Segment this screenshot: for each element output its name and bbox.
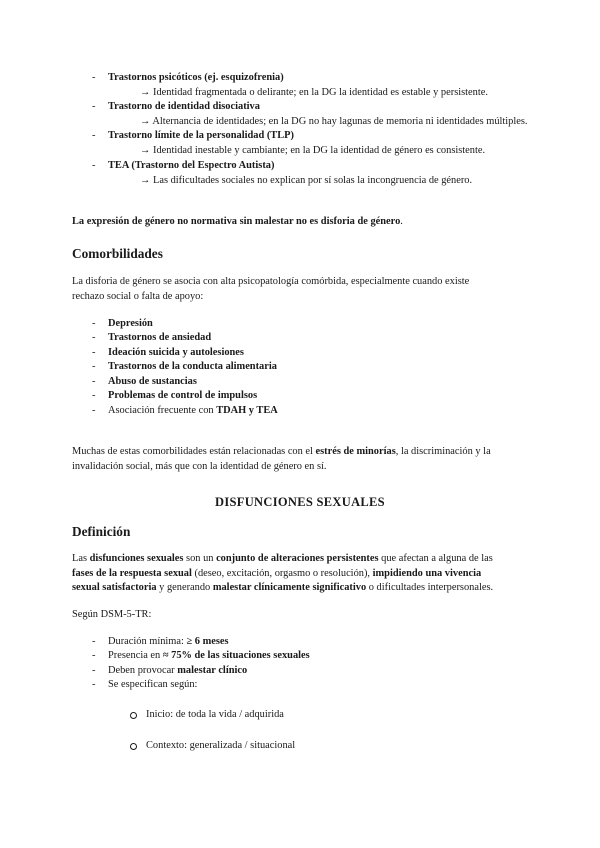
dsm-subitem: Inicio: de toda la vida / adquirida — [146, 709, 284, 720]
circle-bullet-icon — [130, 743, 137, 750]
comorbidity-item: Depresión — [108, 318, 153, 329]
list-dash: - — [92, 347, 96, 358]
definition-heading: Definición — [72, 524, 131, 539]
definition-text: fases de la respuesta sexual (deseo, excitación, orgasmo o resolución), impidiendo una vivencia — [72, 568, 482, 579]
comorbidities-paragraph: Muchas de estas comorbilidades están relacionadas con el estrés de minorías, la discriminación y la — [72, 446, 491, 457]
diff-item-note: → Identidad fragmentada o delirante; en la DG la identidad es estable y persistente. — [140, 87, 488, 98]
section-title: DISFUNCIONES SEXUALES — [215, 495, 385, 509]
diff-item-title: TEA (Trastorno del Espectro Autista) — [108, 160, 275, 171]
dsm-label: Según DSM-5-TR: — [72, 609, 152, 620]
diff-item-title: Trastorno límite de la personalidad (TLP) — [108, 130, 294, 141]
list-dash: - — [92, 72, 96, 83]
comorbidity-item: Abuso de sustancias — [108, 376, 197, 387]
list-dash: - — [92, 376, 96, 387]
definition-text: sexual satisfactoria y generando malestar clínicamente significativo o dificultades interpersonales. — [72, 582, 494, 593]
dsm-item: Deben provocar malestar clínico — [108, 665, 248, 676]
comorbidities-paragraph: invalidación social, más que con la identidad de género en sí. — [72, 461, 327, 472]
comorbidity-item: Trastornos de la conducta alimentaria — [108, 361, 277, 372]
dsm-item: Se especifican según: — [108, 679, 198, 690]
list-dash: - — [92, 318, 96, 329]
list-dash: - — [92, 332, 96, 343]
comorbidities-intro: rechazo social o falta de apoyo: — [72, 291, 204, 302]
diff-item-title: Trastorno de identidad disociativa — [108, 101, 260, 112]
comorbidity-item: Trastornos de ansiedad — [108, 332, 212, 343]
comorbidities-heading: Comorbilidades — [72, 246, 163, 261]
list-dash: - — [92, 665, 96, 676]
comorbidities-intro: La disforia de género se asocia con alta psicopatología comórbida, especialmente cuando existe — [72, 276, 470, 287]
comorbidity-item: Ideación suicida y autolesiones — [108, 347, 244, 358]
dsm-item: Duración mínima: ≥ 6 meses — [108, 636, 229, 647]
list-dash: - — [92, 101, 96, 112]
list-dash: - — [92, 405, 96, 416]
list-dash: - — [92, 130, 96, 141]
list-dash: - — [92, 650, 96, 661]
dsm-subitem: Contexto: generalizada / situacional — [146, 740, 296, 751]
list-dash: - — [92, 636, 96, 647]
comorbidity-item: Problemas de control de impulsos — [108, 390, 258, 401]
definition-text: Las disfunciones sexuales son un conjunto de alteraciones persistentes que afectan a alguna de las — [72, 553, 493, 564]
bold-statement: La expresión de género no normativa sin malestar no es disforia de género. — [72, 216, 403, 227]
diff-item-title: Trastornos psicóticos (ej. esquizofrenia) — [108, 72, 284, 83]
list-dash: - — [92, 679, 96, 690]
diff-item-note: → Alternancia de identidades; en la DG no hay lagunas de memoria ni identidades múltiples. — [140, 116, 528, 127]
list-dash: - — [92, 160, 96, 171]
list-dash: - — [92, 390, 96, 401]
diff-item-note: → Las dificultades sociales no explican por sí solas la incongruencia de género. — [140, 175, 473, 186]
circle-bullet-icon — [130, 712, 137, 719]
comorbidity-item: Asociación frecuente con TDAH y TEA — [108, 405, 278, 416]
dsm-item: Presencia en ≈ 75% de las situaciones sexuales — [108, 650, 310, 661]
diff-item-note: → Identidad inestable y cambiante; en la DG la identidad de género es consistente. — [140, 145, 486, 156]
list-dash: - — [92, 361, 96, 372]
